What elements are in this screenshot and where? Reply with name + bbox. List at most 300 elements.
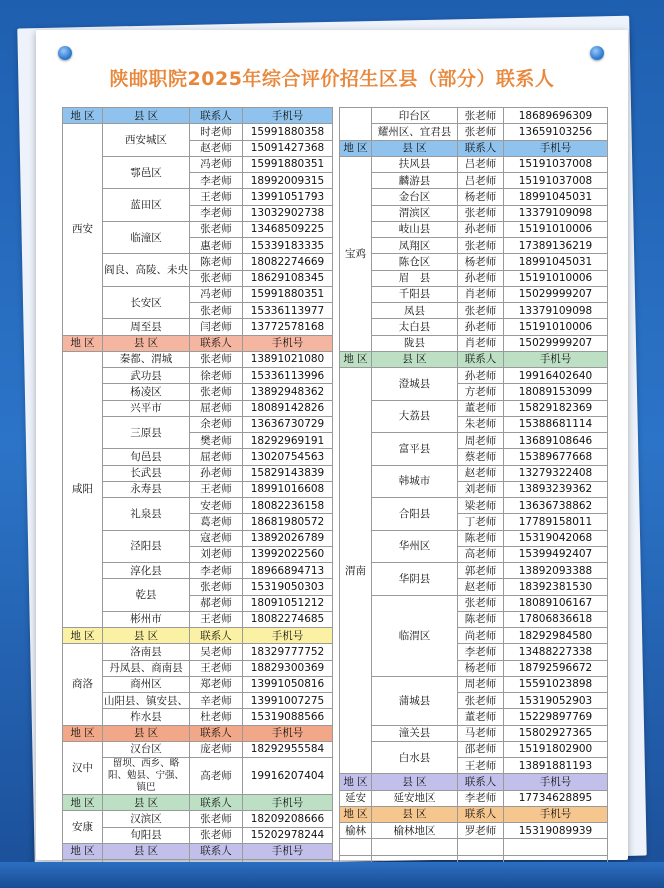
header-contact: 联系人 xyxy=(458,774,504,790)
contact-name: 赵老师 xyxy=(190,140,243,156)
phone-number: 13992022560 xyxy=(243,546,333,562)
header-region: 地 区 xyxy=(340,351,372,367)
phone-number: 18209208666 xyxy=(243,811,333,827)
header-region: 地 区 xyxy=(340,806,372,822)
phone-number: 15191802900 xyxy=(504,741,608,757)
table-row xyxy=(63,827,333,843)
phone-number: 18089106167 xyxy=(504,595,608,611)
header-county: 县 区 xyxy=(103,108,190,124)
region-cell: 安康 xyxy=(63,811,103,844)
county-cell: 汉台区 xyxy=(103,741,190,757)
phone-number: 18091051212 xyxy=(243,595,333,611)
table-row xyxy=(63,530,333,546)
header-county: 县 区 xyxy=(103,335,190,351)
phone-number: 13991051793 xyxy=(243,189,333,205)
contact-name: 张老师 xyxy=(458,693,504,709)
phone-number: 13891021080 xyxy=(243,351,333,367)
table-header-row xyxy=(340,140,608,156)
county-cell: 太白县 xyxy=(372,319,458,335)
contact-name: 杨老师 xyxy=(458,254,504,270)
empty-cell xyxy=(504,839,608,855)
county-cell: 鄠邑区 xyxy=(103,156,190,189)
county-cell: 富平县 xyxy=(372,433,458,466)
phone-number: 15336113977 xyxy=(243,303,333,319)
empty-row xyxy=(340,839,608,855)
contact-name: 董老师 xyxy=(458,400,504,416)
county-cell: 礼泉县 xyxy=(103,498,190,531)
region-cell: 延安 xyxy=(340,790,372,806)
phone-number: 18089142826 xyxy=(243,400,333,416)
phone-number: 18792596672 xyxy=(504,660,608,676)
county-cell: 耀州区、宜君县 xyxy=(372,124,458,140)
contact-name: 张老师 xyxy=(458,303,504,319)
county-cell: 汉滨区 xyxy=(103,811,190,827)
phone-number: 13636738862 xyxy=(504,498,608,514)
phone-number: 13893239362 xyxy=(504,481,608,497)
contact-name: 杨老师 xyxy=(458,189,504,205)
phone-number: 19916402640 xyxy=(504,368,608,384)
phone-number: 13892026789 xyxy=(243,530,333,546)
phone-number: 13379109098 xyxy=(504,303,608,319)
county-cell: 阎良、高陵、未央 xyxy=(103,254,190,287)
table-row xyxy=(340,335,608,351)
contact-name: 张老师 xyxy=(458,124,504,140)
phone-number: 18329777752 xyxy=(243,644,333,660)
phone-number: 19916207404 xyxy=(243,758,333,795)
header-county: 县 区 xyxy=(372,351,458,367)
county-cell: 柞水县 xyxy=(103,709,190,725)
county-cell: 麟游县 xyxy=(372,173,458,189)
phone-number: 18991016608 xyxy=(243,481,333,497)
county-cell: 兴平市 xyxy=(103,400,190,416)
contact-name: 惠老师 xyxy=(190,238,243,254)
phone-number: 18966894713 xyxy=(243,563,333,579)
header-phone: 手机号 xyxy=(504,774,608,790)
county-cell: 金台区 xyxy=(372,189,458,205)
contact-name: 周老师 xyxy=(458,433,504,449)
contact-name: 冯老师 xyxy=(190,156,243,172)
header-region: 地 区 xyxy=(63,628,103,644)
contact-name: 张老师 xyxy=(458,108,504,124)
header-contact: 联系人 xyxy=(190,108,243,124)
table-row xyxy=(63,416,333,432)
contact-name: 方老师 xyxy=(458,384,504,400)
table-row xyxy=(340,189,608,205)
contact-name: 赵老师 xyxy=(458,579,504,595)
header-region: 地 区 xyxy=(63,795,103,811)
header-phone: 手机号 xyxy=(243,108,333,124)
phone-number: 13991007275 xyxy=(243,693,333,709)
table-row xyxy=(340,595,608,611)
pushpin-right-icon xyxy=(590,46,604,60)
table-row xyxy=(63,644,333,660)
header-phone: 手机号 xyxy=(243,628,333,644)
phone-number: 15829143839 xyxy=(243,465,333,481)
phone-number: 18089153099 xyxy=(504,384,608,400)
table-row xyxy=(63,693,333,709)
header-phone: 手机号 xyxy=(243,795,333,811)
contact-name: 马老师 xyxy=(458,725,504,741)
county-cell: 留坝、西乡、略阳、勉县、宁强、镇巴 xyxy=(103,758,190,795)
table-row xyxy=(63,286,333,302)
contact-name: 郝老师 xyxy=(190,595,243,611)
contact-name: 高老师 xyxy=(458,546,504,562)
region-cell: 榆林 xyxy=(340,823,372,839)
contact-name: 张老师 xyxy=(190,221,243,237)
header-county: 县 区 xyxy=(372,140,458,156)
table-row xyxy=(340,238,608,254)
county-cell: 延安地区 xyxy=(372,790,458,806)
contact-name: 郭老师 xyxy=(458,563,504,579)
empty-cell xyxy=(340,839,372,855)
phone-number: 13379109098 xyxy=(504,205,608,221)
contact-name: 葛老师 xyxy=(190,514,243,530)
table-row xyxy=(340,790,608,806)
table-row xyxy=(340,400,608,416)
phone-number: 13488227338 xyxy=(504,644,608,660)
table-row xyxy=(63,811,333,827)
phone-number: 15191010006 xyxy=(504,319,608,335)
contact-name: 陈老师 xyxy=(458,611,504,627)
phone-number: 13892093388 xyxy=(504,563,608,579)
contact-name: 张老师 xyxy=(190,384,243,400)
phone-number: 13636730729 xyxy=(243,416,333,432)
header-region: 地 区 xyxy=(63,335,103,351)
table-row xyxy=(63,384,333,400)
header-contact: 联系人 xyxy=(458,351,504,367)
contact-name: 张老师 xyxy=(190,270,243,286)
contact-name: 孙老师 xyxy=(458,221,504,237)
phone-number: 15991880351 xyxy=(243,156,333,172)
table-row xyxy=(340,433,608,449)
contact-name: 王老师 xyxy=(458,758,504,774)
phone-number: 13032902738 xyxy=(243,205,333,221)
header-region: 地 区 xyxy=(340,140,372,156)
table-row xyxy=(63,741,333,757)
county-cell: 凤翔区 xyxy=(372,238,458,254)
county-cell: 旬邑县 xyxy=(103,449,190,465)
phone-number: 18991045031 xyxy=(504,254,608,270)
table-row xyxy=(340,221,608,237)
contact-name: 王老师 xyxy=(190,481,243,497)
header-contact: 联系人 xyxy=(190,843,243,859)
contact-name: 孙老师 xyxy=(458,368,504,384)
region-cell: 宝鸡 xyxy=(340,156,372,351)
phone-number: 15991880358 xyxy=(243,124,333,140)
county-cell: 彬州市 xyxy=(103,611,190,627)
contact-name: 陈老师 xyxy=(458,530,504,546)
table-header-row xyxy=(340,774,608,790)
county-cell: 长武县 xyxy=(103,465,190,481)
table-row xyxy=(63,449,333,465)
phone-number: 15802927365 xyxy=(504,725,608,741)
county-cell: 三原县 xyxy=(103,416,190,449)
table-header-row xyxy=(340,351,608,367)
header-contact: 联系人 xyxy=(190,335,243,351)
county-cell: 临潼区 xyxy=(103,221,190,254)
table-row xyxy=(340,498,608,514)
county-cell: 乾县 xyxy=(103,579,190,612)
region-cell: 渭南 xyxy=(340,368,372,774)
header-phone: 手机号 xyxy=(243,843,333,859)
empty-cell xyxy=(458,839,504,855)
region-cell: 汉中 xyxy=(63,741,103,794)
contact-name: 安老师 xyxy=(190,498,243,514)
phone-number: 15388681114 xyxy=(504,416,608,432)
county-cell: 长安区 xyxy=(103,286,190,319)
county-cell: 扶风县 xyxy=(372,156,458,172)
contact-name: 刘老师 xyxy=(458,481,504,497)
phone-number: 15229897769 xyxy=(504,709,608,725)
table-row xyxy=(63,221,333,237)
table-header-row xyxy=(63,628,333,644)
county-cell: 蒲城县 xyxy=(372,676,458,725)
contact-name: 蔡老师 xyxy=(458,449,504,465)
header-phone: 手机号 xyxy=(243,725,333,741)
contact-name: 杜老师 xyxy=(190,709,243,725)
contact-name: 李老师 xyxy=(190,173,243,189)
phone-number: 18082236158 xyxy=(243,498,333,514)
region-cell: 商洛 xyxy=(63,644,103,725)
contact-name: 张老师 xyxy=(190,351,243,367)
phone-number: 13468509225 xyxy=(243,221,333,237)
table-row xyxy=(63,400,333,416)
table-header-row xyxy=(63,725,333,741)
contact-name: 庞老师 xyxy=(190,741,243,757)
phone-number: 18292955584 xyxy=(243,741,333,757)
header-contact: 联系人 xyxy=(190,725,243,741)
region-cell-empty xyxy=(340,108,372,141)
table-row xyxy=(340,173,608,189)
table-row xyxy=(340,725,608,741)
contact-name: 屈老师 xyxy=(190,449,243,465)
county-cell: 岐山县 xyxy=(372,221,458,237)
table-row xyxy=(340,563,608,579)
county-cell: 澄城县 xyxy=(372,368,458,401)
header-county: 县 区 xyxy=(372,774,458,790)
header-contact: 联系人 xyxy=(190,628,243,644)
phone-number: 15191037008 xyxy=(504,156,608,172)
contact-name: 屈老师 xyxy=(190,400,243,416)
contact-name: 张老师 xyxy=(458,595,504,611)
county-cell: 西安城区 xyxy=(103,124,190,157)
county-cell: 眉 县 xyxy=(372,270,458,286)
left-contact-table xyxy=(62,107,333,876)
header-region: 地 区 xyxy=(63,843,103,859)
contact-name: 李老师 xyxy=(190,205,243,221)
county-cell: 千阳县 xyxy=(372,286,458,302)
county-cell: 印台区 xyxy=(372,108,458,124)
table-row xyxy=(340,741,608,757)
table-row xyxy=(63,676,333,692)
table-row xyxy=(63,563,333,579)
phone-number: 15319088566 xyxy=(243,709,333,725)
phone-number: 13659103256 xyxy=(504,124,608,140)
table-row xyxy=(340,286,608,302)
contact-name: 肖老师 xyxy=(458,335,504,351)
phone-number: 13772578168 xyxy=(243,319,333,335)
table-row xyxy=(63,481,333,497)
contact-name: 肖老师 xyxy=(458,286,504,302)
phone-number: 15191037008 xyxy=(504,173,608,189)
contact-name: 李老师 xyxy=(458,790,504,806)
contact-name: 赵老师 xyxy=(458,465,504,481)
phone-number: 17734628895 xyxy=(504,790,608,806)
page-title: 陕邮职院2025年综合评价招生区县（部分）联系人 xyxy=(109,68,555,90)
contact-name: 李老师 xyxy=(458,644,504,660)
header-county: 县 区 xyxy=(103,725,190,741)
contact-name: 罗老师 xyxy=(458,823,504,839)
phone-number: 18992009315 xyxy=(243,173,333,189)
table-row xyxy=(340,254,608,270)
region-cell: 西安 xyxy=(63,124,103,335)
table-row xyxy=(340,303,608,319)
phone-number: 13891881193 xyxy=(504,758,608,774)
contact-name: 杨老师 xyxy=(458,660,504,676)
contact-name: 李老师 xyxy=(190,563,243,579)
phone-number: 15389677668 xyxy=(504,449,608,465)
header-region: 地 区 xyxy=(63,108,103,124)
county-cell: 陈仓区 xyxy=(372,254,458,270)
header-phone: 手机号 xyxy=(243,335,333,351)
county-cell: 临渭区 xyxy=(372,595,458,676)
contact-name: 闫老师 xyxy=(190,319,243,335)
contact-name: 张老师 xyxy=(458,205,504,221)
phone-number: 15336113996 xyxy=(243,368,333,384)
bottom-decor-strip xyxy=(0,862,664,888)
phone-number: 18082274669 xyxy=(243,254,333,270)
county-cell: 潼关县 xyxy=(372,725,458,741)
table-row xyxy=(63,611,333,627)
county-cell: 凤县 xyxy=(372,303,458,319)
header-phone: 手机号 xyxy=(504,806,608,822)
contact-name: 张老师 xyxy=(190,827,243,843)
contact-name: 吴老师 xyxy=(190,644,243,660)
phone-number: 15591023898 xyxy=(504,676,608,692)
header-county: 县 区 xyxy=(103,843,190,859)
table-row xyxy=(340,465,608,481)
county-cell: 蓝田区 xyxy=(103,189,190,222)
county-cell: 杨凌区 xyxy=(103,384,190,400)
phone-number: 18681980572 xyxy=(243,514,333,530)
phone-number: 18991045031 xyxy=(504,189,608,205)
contact-name: 郑老师 xyxy=(190,676,243,692)
contact-name: 徐老师 xyxy=(190,368,243,384)
table-row xyxy=(340,368,608,384)
right-contact-table xyxy=(339,107,608,872)
contact-name: 孙老师 xyxy=(458,319,504,335)
phone-number: 15319042068 xyxy=(504,530,608,546)
phone-number: 18629108345 xyxy=(243,270,333,286)
phone-number: 13689108646 xyxy=(504,433,608,449)
county-cell: 榆林地区 xyxy=(372,823,458,839)
county-cell: 武功县 xyxy=(103,368,190,384)
phone-number: 13991050816 xyxy=(243,676,333,692)
phone-number: 15399492407 xyxy=(504,546,608,562)
table-row xyxy=(63,758,333,795)
header-county: 县 区 xyxy=(372,806,458,822)
contact-name: 周老师 xyxy=(458,676,504,692)
header-phone: 手机号 xyxy=(504,351,608,367)
region-cell: 咸阳 xyxy=(63,351,103,627)
phone-number: 15319050303 xyxy=(243,579,333,595)
county-cell: 旬阳县 xyxy=(103,827,190,843)
table-row xyxy=(340,530,608,546)
county-cell: 永寿县 xyxy=(103,481,190,497)
contact-name: 尚老师 xyxy=(458,628,504,644)
phone-number: 18292984580 xyxy=(504,628,608,644)
county-cell: 洛南县 xyxy=(103,644,190,660)
county-cell: 白水县 xyxy=(372,741,458,774)
phone-number: 15319089939 xyxy=(504,823,608,839)
table-header-row xyxy=(63,108,333,124)
contact-name: 董老师 xyxy=(458,709,504,725)
table-row xyxy=(63,189,333,205)
table-row xyxy=(63,660,333,676)
table-row xyxy=(340,823,608,839)
contact-name: 丁老师 xyxy=(458,514,504,530)
table-row xyxy=(340,270,608,286)
phone-number: 17389136219 xyxy=(504,238,608,254)
table-row xyxy=(63,124,333,140)
header-county: 县 区 xyxy=(103,795,190,811)
contact-name: 樊老师 xyxy=(190,433,243,449)
table-row xyxy=(340,108,608,124)
county-cell: 周至县 xyxy=(103,319,190,335)
table-row xyxy=(340,156,608,172)
table-row xyxy=(63,498,333,514)
county-cell: 渭滨区 xyxy=(372,205,458,221)
county-cell: 陇县 xyxy=(372,335,458,351)
county-cell: 华阴县 xyxy=(372,563,458,596)
phone-number: 15191010006 xyxy=(504,221,608,237)
contact-name: 张老师 xyxy=(458,238,504,254)
table-row xyxy=(340,124,608,140)
contact-name: 张老师 xyxy=(190,303,243,319)
phone-number: 15091427368 xyxy=(243,140,333,156)
empty-cell xyxy=(372,839,458,855)
header-contact: 联系人 xyxy=(458,806,504,822)
contact-name: 余老师 xyxy=(190,416,243,432)
county-cell: 合阳县 xyxy=(372,498,458,531)
county-cell: 泾阳县 xyxy=(103,530,190,563)
contact-name: 王老师 xyxy=(190,660,243,676)
phone-number: 17789158011 xyxy=(504,514,608,530)
table-row xyxy=(63,465,333,481)
phone-number: 15202978244 xyxy=(243,827,333,843)
table-row xyxy=(63,579,333,595)
county-cell: 大荔县 xyxy=(372,400,458,433)
contact-name: 张老师 xyxy=(190,811,243,827)
contact-name: 吕老师 xyxy=(458,156,504,172)
table-row xyxy=(340,319,608,335)
phone-number: 18829300369 xyxy=(243,660,333,676)
phone-number: 17806836618 xyxy=(504,611,608,627)
header-contact: 联系人 xyxy=(190,795,243,811)
table-row xyxy=(63,319,333,335)
contact-name: 朱老师 xyxy=(458,416,504,432)
phone-number: 15029999207 xyxy=(504,335,608,351)
contact-name: 时老师 xyxy=(190,124,243,140)
header-region: 地 区 xyxy=(63,725,103,741)
phone-number: 15191010006 xyxy=(504,270,608,286)
table-row xyxy=(63,368,333,384)
contact-name: 刘老师 xyxy=(190,546,243,562)
contact-name: 张老师 xyxy=(190,579,243,595)
table-header-row xyxy=(63,335,333,351)
header-county: 县 区 xyxy=(103,628,190,644)
county-cell: 山阳县、镇安县、 xyxy=(103,693,190,709)
